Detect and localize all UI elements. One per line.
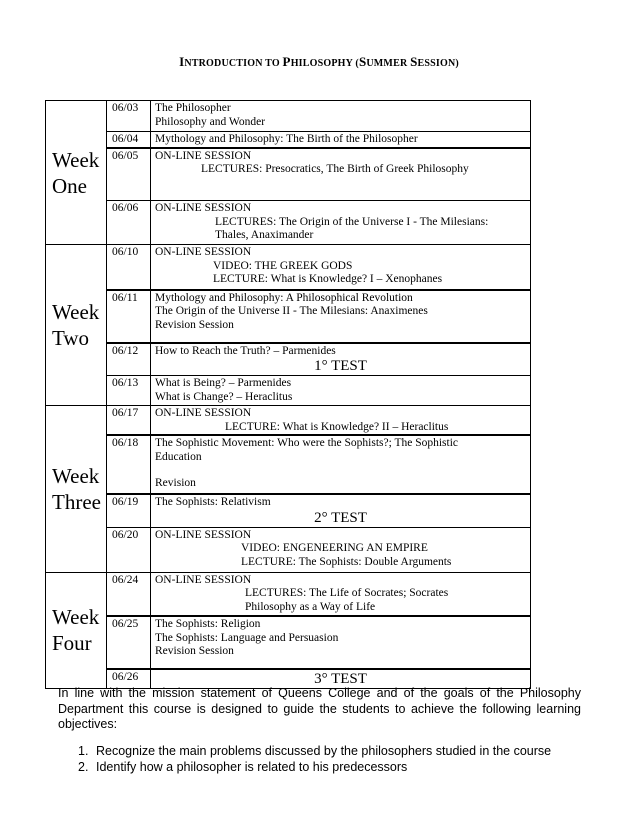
table-row [46,290,531,343]
table-row [46,148,531,201]
session-description: ON-LINE SESSION VIDEO: THE GREEK GODS LECTURE: What is Knowledge? I – Xenophanes [151,245,531,290]
session-description: What is Being? – Parmenides What is Change? – Heraclitus [151,376,531,406]
intro-paragraph: In line with the mission statement of Queens College and of the goals of the Philosophy Department this course is designed to guide the students to achieve the following learning objectives: [58,686,581,731]
session-date: 06/12 [107,343,151,376]
table-row [46,572,531,616]
table-row [46,245,531,290]
objectives-list [78,744,551,775]
session-date: 06/25 [107,616,151,669]
table-row [46,494,531,527]
table-row [46,616,531,669]
session-description: The Sophists: Religion The Sophists: Language and Persuasion Revision Session [151,616,531,669]
schedule-table [45,100,531,689]
table-row [46,527,531,572]
session-date: 06/20 [107,527,151,572]
session-date: 06/24 [107,572,151,616]
session-date: 06/11 [107,290,151,343]
week-label: Week Three [46,406,107,573]
session-description: The Sophists: Relativism 2° TEST [151,494,531,527]
session-date: 06/10 [107,245,151,290]
session-date: 06/04 [107,132,151,148]
session-description: ON-LINE SESSION LECTURE: What is Knowledge? II – Heraclitus [151,406,531,436]
list-item: 2. Identify how a philosopher is related to his predecessors [78,759,408,774]
session-date: 06/03 [107,101,151,132]
table-row [46,132,531,148]
table-row [46,101,531,132]
session-description: Mythology and Philosophy: The Birth of the Philosopher [151,132,531,148]
session-date: 06/18 [107,435,151,494]
page-title: INTRODUCTION TO PHILOSOPHY (SUMMER SESSION) [179,54,459,69]
session-date: 06/06 [107,201,151,245]
table-row [46,435,531,494]
session-description: ON-LINE SESSION LECTURES: The Life of Socrates; Socrates Philosophy as a Way of Life [151,572,531,616]
session-description: ON-LINE SESSION LECTURES: The Origin of the Universe I - The Milesians: Thales, Anaximander [151,201,531,245]
table-row [46,343,531,376]
session-description: How to Reach the Truth? – Parmenides 1° TEST [151,343,531,376]
week-label: Week Four [46,572,107,689]
table-row [46,406,531,436]
list-item: 1. Recognize the main problems discussed by the philosophers studied in the course [78,744,552,758]
test-label: 2° TEST [314,509,367,526]
session-description: Mythology and Philosophy: A Philosophical Revolution The Origin of the Universe II - The Milesians: Anaximenes Revision Session [151,290,531,343]
week-label: Week One [46,101,107,245]
session-date: 06/26 [107,669,151,689]
test-label: 1° TEST [314,358,367,374]
table-row [46,201,531,245]
session-date: 06/05 [107,148,151,201]
session-description: The Sophistic Movement: Who were the Sophists?; The Sophistic Education Revision [151,435,531,494]
session-description: The Philosopher Philosophy and Wonder [151,101,531,132]
week-label: Week Two [46,245,107,406]
test-label: 3° TEST [314,671,367,687]
session-date: 06/13 [107,376,151,406]
session-date: 06/17 [107,406,151,436]
session-description: ON-LINE SESSION LECTURES: Presocratics, The Birth of Greek Philosophy [151,148,531,201]
session-description: ON-LINE SESSION VIDEO: ENGENEERING AN EMPIRE LECTURE: The Sophists: Double Arguments [151,527,531,572]
table-row [46,376,531,406]
session-date: 06/19 [107,494,151,527]
